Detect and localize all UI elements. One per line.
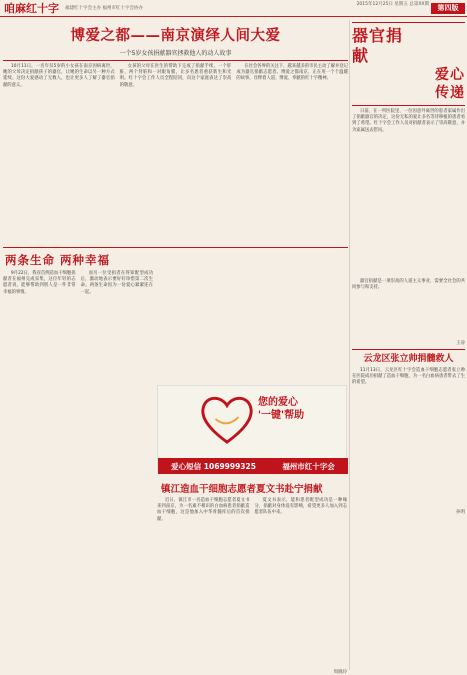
story2-column: 而另一位受捐者在得知配型成功后，激动地表示要好好珍惜第二次生命。两条生命因为一份爱心紧紧连在一起。 <box>80 271 153 295</box>
lead-headline: 博爱之都——南京演绎人间大爱 <box>70 27 281 44</box>
edition-badge: 第四版 <box>431 3 465 14</box>
lead-column: 在社会各界的关注下，越来越多的市民主动了解并登记成为器官捐献志愿者。博爱之都南京，正在用一个个温暖的故事，诠释着人道、博爱、奉献的红十字精神。 <box>236 64 349 82</box>
lead-subhead: 一个5岁女孩捐献器官拯救他人的动人故事 <box>119 50 232 57</box>
divider <box>3 247 348 248</box>
side-title-box <box>352 22 465 106</box>
story3-column: 近日，镇江市一名造血干细胞志愿者夏文书来到南京，为一名素不相识的白血病患者捐献造血干细胞，这是他加入中华骨髓库后的首次捐献。 <box>157 498 250 522</box>
story3 <box>157 478 347 675</box>
masthead-date: 2015年12月25日 星期五 总第XX期 <box>356 2 429 7</box>
lead-column: 女孩的父母在医生的帮助下完成了捐献手续，一个肝脏、两个肾脏和一对眼角膜，让多名患者重获新生和光明。红十字会工作人员全程陪同，向这个家庭表达了崇高的敬意。 <box>119 64 232 88</box>
side-column <box>352 22 465 515</box>
heart-icon <box>198 394 256 444</box>
divider <box>3 60 348 61</box>
banner-line2: '一键'帮助 <box>258 410 305 421</box>
side-title-line3: 爱心 <box>435 67 465 83</box>
divider <box>352 349 465 350</box>
side-head2: 云龙区张立帅捐髓救人 <box>363 354 454 364</box>
banner-sms: 爱心短信 1069999325 <box>171 461 256 471</box>
banner-slogan <box>258 396 304 422</box>
story2-title: 两条生命 两种幸福 <box>5 253 111 267</box>
masthead-meta: 福建红十字会主办 福州市红十字会协办 <box>65 5 143 11</box>
charity-banner <box>157 385 347 473</box>
main-column <box>3 22 348 411</box>
banner-line1: 您的爱心 <box>258 397 298 408</box>
banner-hotline: 福州市红十字会 <box>282 461 335 471</box>
newspaper-logo: 咱麻红十字 <box>4 2 59 15</box>
story3-column: 夏文书表示，能和患者配型成功是一种缘分，捐献对身体没有影响，希望更多人加入到志愿者队伍中来。 <box>254 498 347 516</box>
lead-column: 10月11日，一名年仅5岁的小女孩在南京因病离世，她的父母决定捐献孩子的器官，让她的生命以另一种方式延续。这份大爱感动了无数人，也让更多人了解了器官捐献的意义。 <box>3 64 115 88</box>
side-body1: 日前，在一所医院里，一位因意外离世的患者家属作出了捐献器官的决定，这份无私的爱让多名等待移植的患者看到了希望。红十字会工作人员对捐献者表示了崇高敬意，并为家属送去慰问。 <box>352 109 465 133</box>
column-divider <box>349 20 350 670</box>
story3-title: 镇江造血干细胞志愿者夏文书赴宁捐献 <box>161 484 323 495</box>
lead-body <box>3 64 348 244</box>
side-author1: 王涛 <box>456 341 465 346</box>
side-title-line2: 献 <box>352 46 370 65</box>
side-author2: 孙明 <box>456 510 465 515</box>
side-title-line4: 传递 <box>435 85 465 101</box>
story3-body <box>157 498 347 668</box>
banner-strip <box>158 458 348 474</box>
side-body3: 11月13日，云龙区红十字会造血干细胞志愿者张立帅在医院成功捐献了造血干细胞，为一名白血病患者带去了生的希望。 <box>352 368 465 386</box>
side-body2: 器官捐献是一项崇高的人道主义事业，需要全社会的共同参与和支持。 <box>352 279 465 291</box>
story2-body <box>3 271 153 411</box>
story3-author: 周晓玲 <box>333 670 347 675</box>
story2-column: 9月22日，我省首例造血干细胞捐献者在福州完成采集，这位年轻的志愿者说，能够帮助到别人是一件非常幸福的事情。 <box>3 271 76 295</box>
side-title-line1: 器官捐 <box>352 26 404 45</box>
